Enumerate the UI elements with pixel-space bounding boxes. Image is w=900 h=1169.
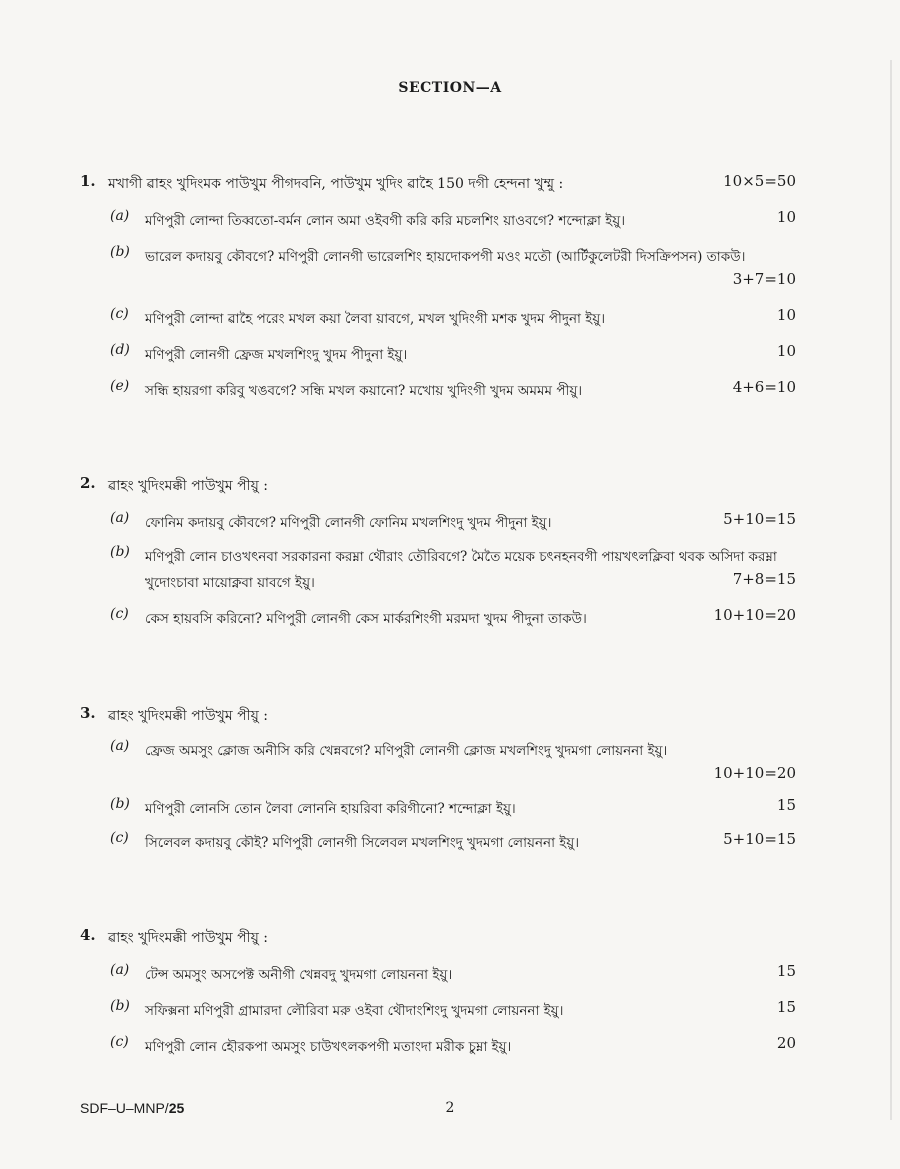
sub-label: (e) <box>110 378 130 394</box>
sub-marks: 10+10=20 <box>713 606 796 624</box>
sub-text: ফ্রেজ অমসুং ক্লোজ অনীসি করি খেন্নবগে? মণিপুরী লোনগী ক্লোজ মখলশিংদু খুদমগা লোয়ননা ইয়ু। <box>145 743 668 759</box>
sub-marks: 7+8=15 <box>732 570 796 588</box>
sub-text: মণিপুরী লোন চাওখৎনবা সরকারনা করম্না থৌরাং তৌরিবগে? মৈতৈ ময়েক চৎনহনবগী পায়খৎলক্লিবা থবক অসিদা করম্না খুদোংচাবা মায়োক্নবা য়াবগে ইয়ু। <box>145 549 777 591</box>
sub-marks: 20 <box>776 1034 796 1052</box>
sub-text: সন্ধি হায়রগা করিবু খঙবগে? সন্ধি মখল কয়ানো? মখোয় খুদিংগী খুদম অমমম পীয়ু। <box>145 383 583 399</box>
question-4 <box>0 926 900 950</box>
sub-text: মণিপুরী লোন হৌরকপা অমসুং চাউখৎলকপগী মতাংদা মরীক চুম্না ইয়ু। <box>145 1039 512 1055</box>
sub-label: (b) <box>110 998 130 1014</box>
sub-text: কেস হায়বসি করিনো? মণিপুরী লোনগী কেস মার্করশিংগী মরমদা খুদম পীদুনা তাকউ। <box>145 611 587 627</box>
sub-text: মণিপুরী লোন্দা ৱাহৈ পরেং মখল কয়া লৈবা য়াবগে, মখল খুদিংগী মশক খুদম পীদুনা ইয়ু। <box>145 311 606 327</box>
question-text: মখাগী ৱাহং খুদিংমক পাউখুম পীগদবনি, পাউখুম খুদিং ৱাহৈ 150 দগী হেন্দনা খুম্মু : <box>108 176 564 192</box>
sub-marks: 10 <box>776 208 796 226</box>
sub-label: (a) <box>110 738 130 754</box>
sub-marks: 5+10=15 <box>723 510 796 528</box>
sub-text: সিলেবল কদায়বু কৌই? মণিপুরী লোনগী সিলেবল মখলশিংদু খুদমগা লোয়ননা ইয়ু। <box>145 835 580 851</box>
question-2 <box>0 474 900 498</box>
question-number: 3. <box>80 704 96 722</box>
sub-label: (c) <box>110 306 129 322</box>
sub-text: টেন্স অমসুং অসপেক্ট অনীগী খেন্নবদু খুদমগা লোয়ননা ইয়ু। <box>145 967 453 983</box>
sub-text: মণিপুরী লোনগী ফ্রেজ মখলশিংদু খুদম পীদুনা ইয়ু। <box>145 347 408 363</box>
sub-label: (a) <box>110 510 130 526</box>
sub-marks: 3+7=10 <box>732 270 796 288</box>
sub-label: (a) <box>110 208 130 224</box>
sub-marks: 15 <box>776 998 796 1016</box>
question-text: ৱাহং খুদিংমক্কী পাউখুম পীয়ু : <box>108 478 269 494</box>
question-3 <box>0 704 900 728</box>
question-number: 1. <box>80 172 96 190</box>
sub-label: (d) <box>110 342 130 358</box>
sub-label: (b) <box>110 544 130 560</box>
sub-marks: 10 <box>776 342 796 360</box>
question-text: ৱাহং খুদিংমক্কী পাউখুম পীয়ু : <box>108 708 269 724</box>
question-number: 2. <box>80 474 96 492</box>
section-title: SECTION—A <box>398 80 502 96</box>
sub-label: (b) <box>110 796 130 812</box>
sub-label: (b) <box>110 244 130 260</box>
sub-marks: 10+10=20 <box>713 764 796 782</box>
page-number: 2 <box>445 1100 455 1116</box>
sub-label: (c) <box>110 606 129 622</box>
sub-marks: 15 <box>776 796 796 814</box>
question-1 <box>0 172 900 196</box>
paper-code-prefix: SDF–U–MNP/ <box>80 1100 169 1116</box>
sub-marks: 4+6=10 <box>732 378 796 396</box>
sub-text: সফিক্সনা মণিপুরী গ্রামারদা লৌরিবা মরু ওইবা থৌদাংশিংদু খুদমগা লোয়ননা ইয়ু। <box>145 1003 564 1019</box>
sub-marks: 15 <box>776 962 796 980</box>
sub-text: মণিপুরী লোনসি তোন লৈবা লোননি হায়রিবা করিগীনো? শন্দোক্লা ইয়ু। <box>145 801 516 817</box>
question-text: ৱাহং খুদিংমক্কী পাউখুম পীয়ু : <box>108 930 269 946</box>
sub-label: (c) <box>110 830 129 846</box>
sub-marks: 5+10=15 <box>723 830 796 848</box>
sub-label: (a) <box>110 962 130 978</box>
sub-text: ফোনিম কদায়বু কৌবগে? মণিপুরী লোনগী ফোনিম মখলশিংদু খুদম পীদুনা ইয়ু। <box>145 515 552 531</box>
sub-text: ভারেল কদায়বু কৌবগে? মণিপুরী লোনগী ভারেলশিং হায়দোকপগী মওং মতৌ (আর্টিকুলেটরী দিসক্রিপসন) তাকউ। <box>145 249 746 265</box>
question-number: 4. <box>80 926 96 944</box>
sub-text: মণিপুরী লোন্দা তিব্বতো-বর্মন লোন অমা ওইবগী করি করি মচলশিং য়াওবগে? শন্দোক্লা ইয়ু। <box>145 213 626 229</box>
sub-marks: 10 <box>776 306 796 324</box>
question-marks: 10×5=50 <box>723 172 796 190</box>
sub-label: (c) <box>110 1034 129 1050</box>
scan-edge <box>890 60 892 1120</box>
paper-code-year: 25 <box>168 1100 185 1116</box>
